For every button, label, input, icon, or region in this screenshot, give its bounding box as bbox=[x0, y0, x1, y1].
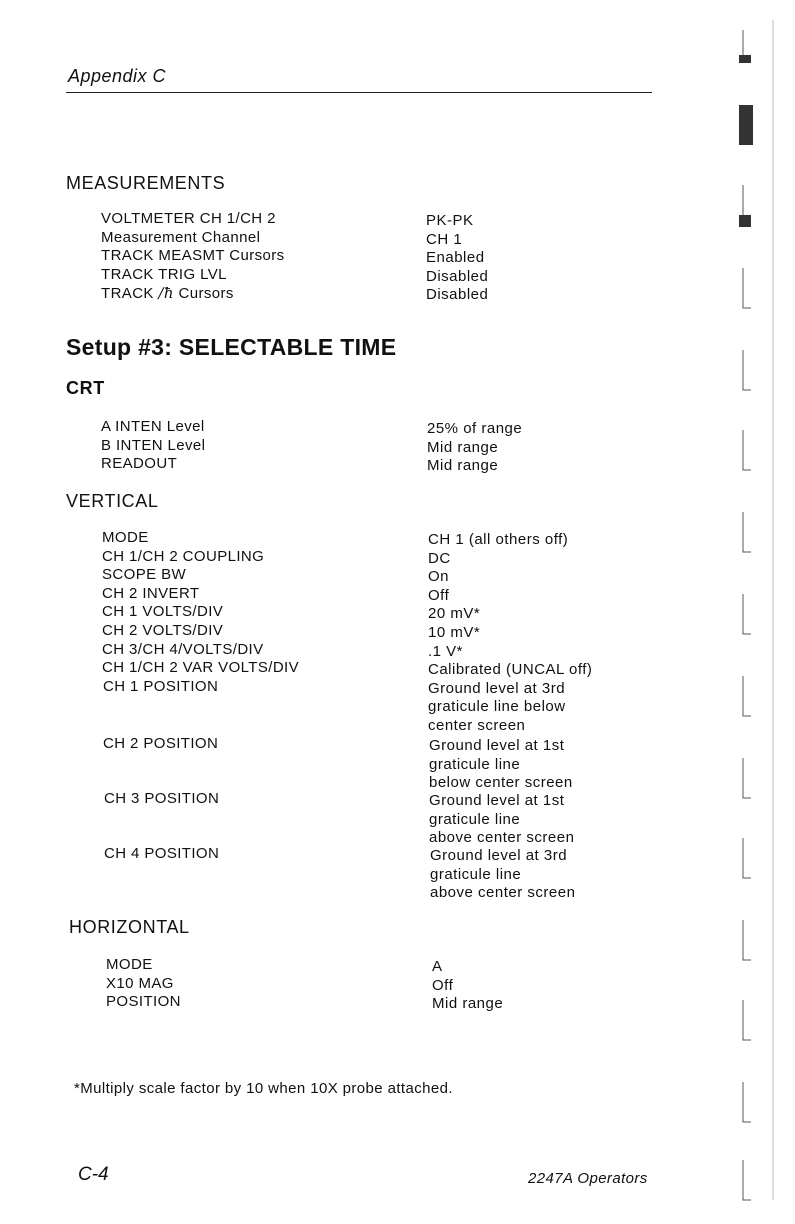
value-text: CH 1 (all others off) bbox=[428, 531, 569, 548]
measurements-labels bbox=[101, 210, 285, 304]
list-item: VOLTMETER CH 1/CH 2 bbox=[101, 210, 276, 227]
tab-mark bbox=[743, 1000, 751, 1040]
value-text: .1 V* bbox=[428, 642, 464, 660]
delta-time-icon: ∕ħ bbox=[158, 284, 174, 303]
tab-block bbox=[739, 215, 751, 227]
measurements-heading: MEASUREMENTS bbox=[66, 173, 226, 193]
tab-mark bbox=[743, 268, 751, 308]
value-text: above center screen bbox=[430, 884, 576, 902]
tab-mark bbox=[743, 430, 751, 470]
page-header: Appendix C bbox=[68, 66, 167, 86]
tab-mark bbox=[743, 920, 751, 960]
value-text: Disabled bbox=[426, 286, 489, 304]
measurements-values bbox=[426, 212, 488, 305]
crt-labels bbox=[101, 418, 205, 474]
value-text: below center screen bbox=[429, 774, 573, 792]
tab-mark bbox=[743, 1082, 751, 1122]
crt-values bbox=[427, 420, 522, 476]
tab-block bbox=[739, 55, 751, 63]
value-text: Calibrated (UNCAL off) bbox=[428, 661, 593, 679]
list-item: CH 1 VOLTS/DIV bbox=[102, 603, 224, 621]
value-text: Disabled bbox=[426, 267, 489, 285]
list-item: CH 1/CH 2 COUPLING bbox=[102, 547, 265, 565]
value-text: graticule line bbox=[429, 755, 521, 773]
list-item: CH 2 INVERT bbox=[102, 584, 200, 602]
horizontal-values bbox=[432, 958, 503, 1014]
list-item: CH 3 POSITION bbox=[104, 790, 220, 807]
vertical-values bbox=[428, 531, 592, 736]
value-text: Ground level at 1st bbox=[429, 792, 565, 809]
vertical-labels bbox=[102, 529, 299, 678]
list-item: CH 2 VOLTS/DIV bbox=[102, 621, 224, 639]
list-item: TRACK MEASMT Cursors bbox=[101, 247, 285, 265]
list-item bbox=[101, 284, 285, 304]
vertical-values-ch4 bbox=[430, 847, 575, 903]
value-text: graticule line bbox=[429, 810, 521, 828]
value-text: A bbox=[432, 958, 443, 975]
index-tab-edge bbox=[735, 0, 795, 1224]
value-text: Off bbox=[428, 586, 450, 604]
list-item: CH 2 POSITION bbox=[103, 735, 219, 752]
tab-mark bbox=[743, 350, 751, 390]
crt-heading: CRT bbox=[66, 378, 105, 398]
value-text: Enabled bbox=[426, 249, 485, 267]
page-number: C-4 bbox=[78, 1164, 109, 1185]
value-text: Mid range bbox=[427, 438, 499, 456]
tab-block bbox=[739, 105, 753, 145]
list-item: MODE bbox=[106, 956, 153, 973]
tab-mark bbox=[743, 676, 751, 716]
value-text: DC bbox=[428, 549, 451, 567]
vertical-values-ch2 bbox=[429, 737, 573, 793]
list-item: Measurement Channel bbox=[101, 228, 261, 246]
tab-mark bbox=[743, 1160, 751, 1200]
list-item: TRACK TRIG LVL bbox=[101, 265, 227, 283]
value-text: Mid range bbox=[427, 457, 499, 475]
list-item: READOUT bbox=[101, 455, 178, 473]
list-item: MODE bbox=[102, 529, 149, 546]
manual-title: 2247A Operators bbox=[528, 1170, 648, 1187]
value-text: PK-PK bbox=[426, 212, 474, 229]
value-text: 25% of range bbox=[427, 420, 523, 437]
value-text: Ground level at 1st bbox=[429, 737, 565, 754]
value-text: Off bbox=[432, 976, 454, 994]
list-item-prefix: TRACK bbox=[101, 285, 154, 303]
vertical-heading: VERTICAL bbox=[66, 491, 159, 511]
list-item-suffix: Cursors bbox=[178, 285, 234, 303]
list-item: B INTEN Level bbox=[101, 436, 206, 454]
list-item: X10 MAG bbox=[106, 974, 174, 992]
horizontal-heading: HORIZONTAL bbox=[69, 917, 190, 937]
value-text: Ground level at 3rd bbox=[430, 847, 568, 864]
value-text: 20 mV* bbox=[428, 605, 481, 623]
value-text: 10 mV* bbox=[428, 623, 481, 641]
value-text: center screen bbox=[428, 716, 526, 734]
value-text: graticule line bbox=[430, 865, 522, 883]
value-text: On bbox=[428, 568, 450, 586]
header-rule bbox=[66, 92, 652, 93]
value-text: CH 1 bbox=[426, 230, 463, 248]
vertical-values-ch3 bbox=[429, 792, 574, 848]
footnote: *Multiply scale factor by 10 when 10X probe attached. bbox=[74, 1080, 453, 1097]
tab-mark bbox=[743, 758, 751, 798]
tab-mark bbox=[743, 594, 751, 634]
list-item: POSITION bbox=[106, 993, 181, 1011]
list-item: CH 1 POSITION bbox=[103, 678, 219, 695]
horizontal-labels bbox=[106, 956, 181, 1012]
setup-title: Setup #3: SELECTABLE TIME bbox=[66, 334, 397, 360]
value-text: above center screen bbox=[429, 829, 575, 847]
value-text: Ground level at 3rd bbox=[428, 679, 566, 697]
tab-mark bbox=[743, 838, 751, 878]
list-item: SCOPE BW bbox=[102, 566, 187, 584]
value-text: Mid range bbox=[432, 995, 504, 1013]
list-item: A INTEN Level bbox=[101, 418, 205, 435]
list-item: CH 3/CH 4/VOLTS/DIV bbox=[102, 640, 264, 658]
list-item: CH 1/CH 2 VAR VOLTS/DIV bbox=[102, 659, 300, 677]
value-text: graticule line below bbox=[428, 698, 566, 716]
tab-mark bbox=[743, 512, 751, 552]
list-item: CH 4 POSITION bbox=[104, 845, 220, 862]
